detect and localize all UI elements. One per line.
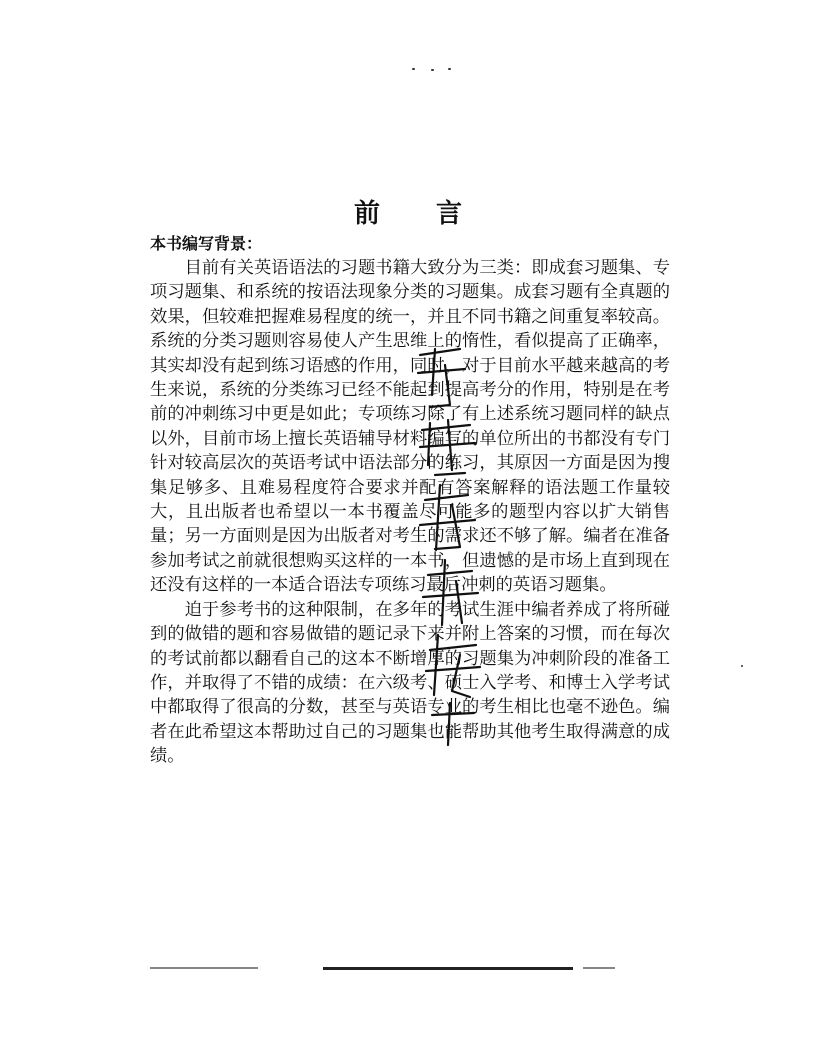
footer-rule-left (150, 967, 258, 969)
section-heading: 本书编写背景： (150, 234, 263, 253)
paragraph-2: 迫于参考书的这种限制，在多年的考试生涯中编者养成了将所碰到的做错的题和容易做错的题记录下来并附上答案的习惯，而在每次的考试前都以翻看自己的这本不断增厚的习题集为冲刺阶段的准备工作，并取得了不错的成绩：在六级考、硕士入学考、和博士入学考试中都取得了很高的分数，甚至与英语专业的考生相比也毫不逊色。编者在此希望这本帮助过自己的习题集也能帮助其他考生取得满意的成绩。 (150, 599, 670, 767)
scan-speck (448, 68, 451, 70)
scan-speck (412, 68, 415, 70)
scan-speck (741, 665, 743, 667)
footer-rule-right (583, 967, 615, 969)
page-title: 前言 (353, 199, 518, 229)
scan-speck (431, 69, 434, 71)
handwritten-watermark (390, 335, 510, 755)
footer-rule-center (323, 967, 573, 970)
paragraph-1: 目前有关英语语法的习题书籍大致分为三类：即成套习题集、专项习题集、和系统的按语法现象分类的习题集。成套习题有全真题的效果，但较难把握难易程度的统一，并且不同书籍之间重复率较高。系统的分类习题则容易使人产生思维上的惰性，看似提高了正确率，其实却没有起到练习语感的作用，同时，对于目前水平越来越高的考生来说，系统的分类练习已经不能起到提高考分的作用，特别是在考前的冲刺练习中更是如此；专项练习除了有上述系统习题同样的缺点以外，目前市场上擅长英语辅导材料编写的单位所出的书都没有专门针对较高层次的英语考试中语法部分的练习，其原因一方面是因为搜集足够多、且难易程度符合要求并配有答案解释的语法题工作量较大，且出版者也希望以一本书覆盖尽可能多的题型内容以扩大销售量；另一方面则是因为出版者对考生的需求还不够了解。编者在准备参加考试之前就很想购买这样的一本书，但遗憾的是市场上直到现在还没有这样的一本适合语法专项练习最后冲刺的英语习题集。 (150, 258, 670, 596)
